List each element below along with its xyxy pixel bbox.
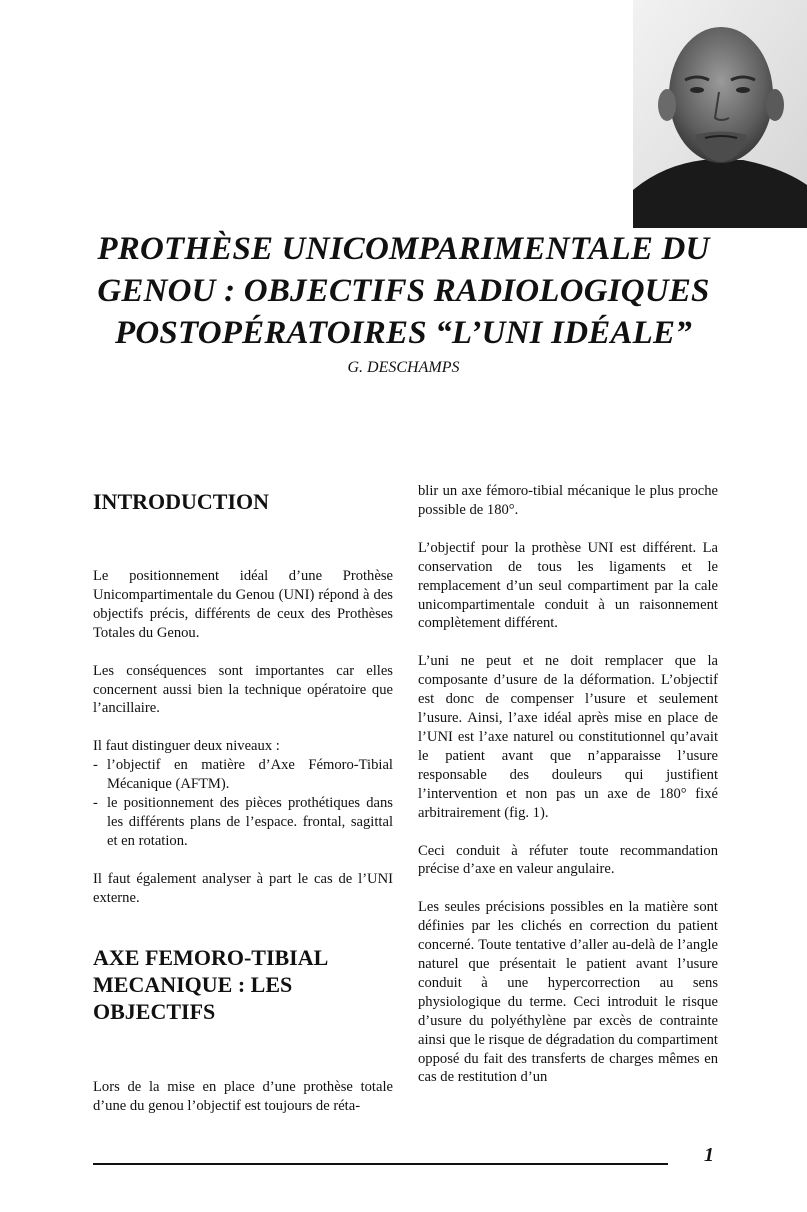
article-title [0, 228, 807, 354]
heading-line: MECANIQUE : LES [93, 971, 293, 997]
list-item: - le positionnement des pièces prothétiques dans les différents plans de l’espace. frontal, sagittal et en rotation. [93, 794, 393, 851]
section-heading-axe [93, 944, 393, 1025]
right-column [418, 482, 718, 1087]
footer-rule [93, 1163, 668, 1165]
page-number: 1 [704, 1144, 714, 1166]
section-heading-introduction: INTRODUCTION [93, 489, 270, 514]
paragraph: Ceci conduit à réfuter toute recommandation précise d’axe en valeur angulaire. [418, 842, 718, 878]
title-line: POSTOPÉRATOIRES “L’UNI IDÉALE” [115, 315, 692, 351]
paragraph: Lors de la mise en place d’une prothèse totale d’une du genou l’objectif est toujours de réta- [93, 1078, 393, 1114]
paragraph: Les conséquences sont importantes car elles concernent aussi bien la technique opératoire que l’ancillaire. [93, 662, 393, 717]
paragraph: Les seules précisions possibles en la matière sont définies par les clichés en correction du patient concerné. Toute tentative d’aller au-delà de l’angle naturel que présentait le patient avant l’usure conduit à une hypercorrection au sens physiologique du terme. Ceci introduit le risque d’usure du polyéthylène par excès de contrainte ainsi que le risque de dégradation du compartiment opposé du fait des transferts de charges mêmes en cas de restitution d’un [418, 899, 718, 1086]
title-line: PROTHÈSE UNICOMPARIMENTALE DU [97, 231, 710, 267]
list-item: - l’objectif en matière d’Axe Fémoro-Tibial Mécanique (AFTM). [93, 756, 393, 794]
paragraph: L’objectif pour la prothèse UNI est différent. La conservation de tous les ligaments et le remplacement d’un seul compartiment par la cale unicompartimentale conduit à un raisonnement complètement différent. [418, 539, 718, 632]
title-line: GENOU : OBJECTIFS RADIOLOGIQUES [97, 273, 710, 309]
heading-line: AXE FEMORO-TIBIAL [93, 944, 329, 970]
paragraph: Il faut également analyser à part le cas de l’UNI externe. [93, 870, 393, 906]
paragraph: blir un axe fémoro-tibial mécanique le plus proche possible de 180°. [418, 483, 718, 518]
author-portrait [633, 0, 807, 228]
author-name: G. DESCHAMPS [347, 359, 460, 376]
paragraph: Il faut distinguer deux niveaux : [93, 738, 280, 755]
left-column [93, 482, 393, 1115]
levels-list [93, 756, 393, 851]
heading-line: OBJECTIFS [93, 998, 216, 1024]
paragraph: L’uni ne peut et ne doit remplacer que la composante d’usure de la déformation. L’objectif est donc de compenser l’usure et seulement l’usure. Ainsi, l’axe idéal après mise en place de l’UNI est l’axe naturel ou constitutionnel qu’avait le patient avant que n’apparaisse l’usure responsable des douleurs qui justifient l’intervention et non pas un axe de 180° fixé arbitrairement (fig. 1). [418, 653, 718, 821]
portrait-image [633, 0, 807, 228]
paragraph: Le positionnement idéal d’une Prothèse Unicompartimentale du Genou (UNI) répond à des objectifs précis, différents de ceux des Prothèses Totales du Genou. [93, 568, 393, 641]
